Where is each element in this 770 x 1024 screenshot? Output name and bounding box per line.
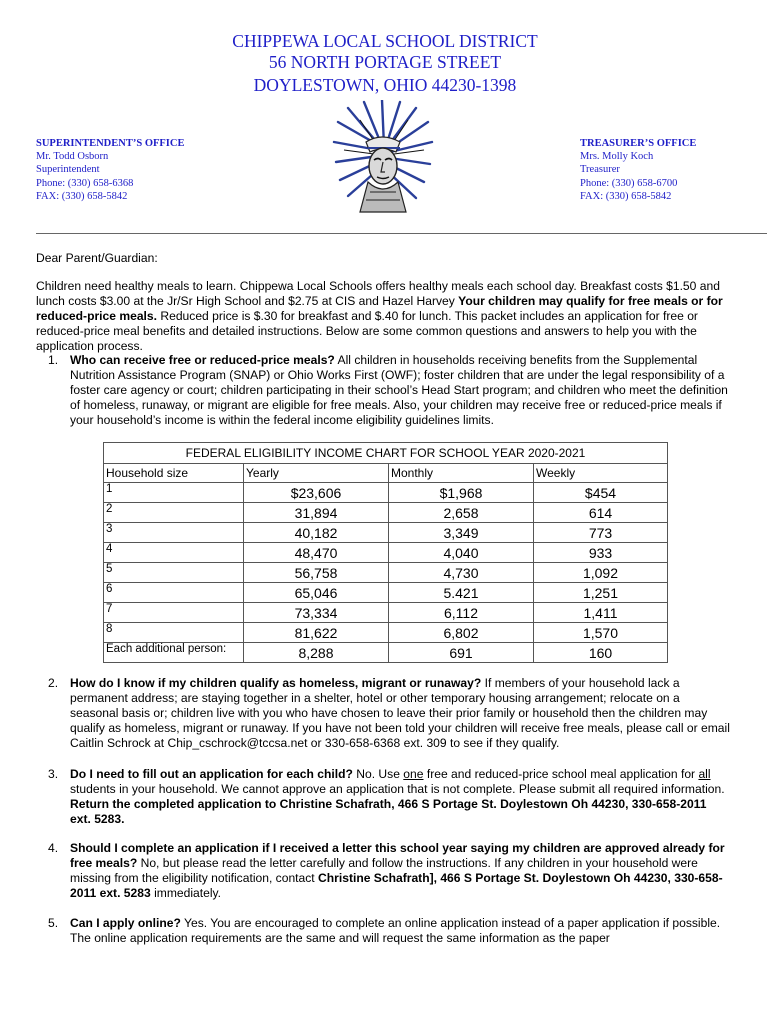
- yearly-cell: 8,288: [244, 643, 389, 663]
- table-row: [104, 603, 668, 623]
- superintendent-office: [36, 137, 184, 203]
- weekly-cell: 773: [534, 523, 668, 543]
- household-size-cell: 7: [104, 603, 244, 623]
- question-3-answer-2: free and reduced-price school meal application for: [423, 767, 699, 781]
- question-4-number: 4.: [48, 841, 59, 855]
- district-city: DOYLESTOWN, OHIO 44230-1398: [253, 75, 517, 95]
- household-size-cell: 4: [104, 543, 244, 563]
- treasurer-role: Treasurer: [580, 164, 620, 176]
- question-4-answer-end: immediately.: [150, 885, 222, 900]
- treasurer-office-title: TREASURER’S OFFICE: [580, 138, 697, 149]
- superintendent-office-title: SUPERINTENDENT’S OFFICE: [36, 138, 185, 149]
- yearly-cell: 48,470: [244, 543, 389, 563]
- table-row: [104, 583, 668, 603]
- yearly-cell: 40,182: [244, 523, 389, 543]
- weekly-cell: 1,411: [534, 603, 668, 623]
- intro-paragraph: [36, 279, 736, 354]
- question-4-answer: No, but please read the letter carefully and follow the instructions. If any children in your household were missing from the eligibility notification, contact: [70, 855, 698, 885]
- question-3-underlined-all: all: [698, 767, 711, 781]
- monthly-cell: 6,802: [389, 623, 534, 643]
- table-row: [104, 543, 668, 563]
- income-table-caption: FEDERAL ELIGIBILITY INCOME CHART FOR SCHOOL YEAR 2020-2021: [104, 443, 668, 464]
- household-size-cell: 1: [104, 483, 244, 503]
- superintendent-fax: FAX: (330) 658-5842: [36, 190, 128, 202]
- intro-text-1: Children need healthy meals to learn. Chippewa Local Schools offers healthy meals each school day. Breakfast costs $1.50 and lunch costs $3.00 at the Jr/Sr High School and $2.75 at CIS and Hazel Harvey: [36, 279, 720, 308]
- weekly-cell: 1,570: [534, 623, 668, 643]
- table-row: [104, 523, 668, 543]
- table-row: [104, 623, 668, 643]
- table-row: [104, 643, 668, 663]
- household-size-cell: 5: [104, 563, 244, 583]
- weekly-cell: 1,092: [534, 563, 668, 583]
- column-header-yearly: Yearly: [244, 464, 389, 483]
- monthly-cell: 2,658: [389, 503, 534, 523]
- household-size-cell: 8: [104, 623, 244, 643]
- question-3-answer-3: students in your household. We cannot approve an application that is not complete. Please submit all required information.: [70, 781, 725, 796]
- question-4-contact: Christine Schafrath], 466 S Portage St. Doylestown Oh 44230, 330-658-2011 ext. 5283: [70, 870, 723, 900]
- question-3-number: 3.: [48, 767, 59, 781]
- question-3-answer-1: No. Use: [352, 767, 404, 781]
- treasurer-office: [580, 137, 696, 203]
- district-street: 56 NORTH PORTAGE STREET: [268, 52, 502, 72]
- yearly-cell: 73,334: [244, 603, 389, 623]
- intro-text-bold: Your children may qualify for free meals or for reduced-price meals.: [36, 293, 723, 323]
- question-3-underlined-one: one: [403, 767, 424, 781]
- question-5-title: Can I apply online?: [70, 916, 181, 930]
- treasurer-fax: FAX: (330) 658-5842: [580, 190, 672, 202]
- school-logo: [330, 100, 435, 220]
- weekly-cell: $454: [534, 483, 668, 503]
- question-5-answer: Yes. You are encouraged to complete an online application instead of a paper application if possible. The online application requirements are the same and will request the same information as the paper: [70, 916, 721, 945]
- treasurer-phone: Phone: (330) 658-6700: [580, 177, 678, 189]
- household-size-cell: 3: [104, 523, 244, 543]
- question-3-return-address: Return the completed application to Christine Schafrath, 466 S Portage St. Doylestown Oh 44230, 330-658-2011 ext. 5283.: [70, 796, 707, 826]
- question-2-answer: If members of your household lack a permanent address; are staying together in a shelter, hotel or other temporary housing arrangement; relocate on a seasonal basis or; children live with you who have chosen to leave their prior family or household then the children may qualify as homeless, migrant or runaway. If you have not been told your children will receive free meals, please call or email Caitlin Schrock at Chip_cschrock@tccsa.net or 330-658-6368 ext. 309 to see if they qualify.: [70, 676, 730, 750]
- monthly-cell: 691: [389, 643, 534, 663]
- weekly-cell: 933: [534, 543, 668, 563]
- question-4-title: Should I complete an application if I received a letter this school year saying my children are approved already for free meals?: [70, 841, 725, 870]
- table-row: [104, 503, 668, 523]
- table-row: [104, 563, 668, 583]
- household-size-cell: 2: [104, 503, 244, 523]
- table-row: [104, 483, 668, 503]
- yearly-cell: $23,606: [244, 483, 389, 503]
- monthly-cell: 5.421: [389, 583, 534, 603]
- yearly-cell: 31,894: [244, 503, 389, 523]
- weekly-cell: 160: [534, 643, 668, 663]
- question-2-title: How do I know if my children qualify as homeless, migrant or runaway?: [70, 676, 482, 690]
- monthly-cell: $1,968: [389, 483, 534, 503]
- question-3-title: Do I need to fill out an application for each child?: [70, 767, 353, 781]
- weekly-cell: 614: [534, 503, 668, 523]
- greeting: Dear Parent/Guardian:: [36, 251, 158, 265]
- column-header-household-size: Household size: [104, 464, 244, 483]
- superintendent-name: Mr. Todd Osborn: [36, 151, 109, 163]
- monthly-cell: 4,730: [389, 563, 534, 583]
- intro-text-2: Reduced price is $.30 for breakfast and $.40 for lunch. This packet includes an application for free or reduced-price meal benefits and detailed instructions. Below are some common questions and answers to help you with the application process.: [36, 308, 698, 353]
- treasurer-name: Mrs. Molly Koch: [580, 151, 654, 163]
- question-1-answer: All children in households receiving benefits from the Supplemental Nutrition Assistance Program (SNAP) or Ohio Works First (OWF); foster children that are under the legal responsibility of a foster care agency or court; children participating in their school’s Head Start program; and children who meet the definition of homeless, runaway, or migrant are eligible for free meals. Also, your children may receive free or reduced-price meals if your household’s income is within the federal income eligibility guidelines limits.: [70, 353, 728, 427]
- monthly-cell: 3,349: [389, 523, 534, 543]
- yearly-cell: 65,046: [244, 583, 389, 603]
- question-1-title: Who can receive free or reduced-price meals?: [70, 353, 335, 367]
- header-divider: [36, 233, 767, 234]
- yearly-cell: 56,758: [244, 563, 389, 583]
- monthly-cell: 6,112: [389, 603, 534, 623]
- household-size-cell: 6: [104, 583, 244, 603]
- district-name: CHIPPEWA LOCAL SCHOOL DISTRICT: [232, 31, 538, 51]
- income-eligibility-table: [103, 442, 668, 663]
- weekly-cell: 1,251: [534, 583, 668, 603]
- question-2-number: 2.: [48, 676, 59, 690]
- yearly-cell: 81,622: [244, 623, 389, 643]
- superintendent-phone: Phone: (330) 658-6368: [36, 177, 134, 189]
- monthly-cell: 4,040: [389, 543, 534, 563]
- column-header-weekly: Weekly: [534, 464, 668, 483]
- question-1-number: 1.: [48, 353, 59, 367]
- column-header-monthly: Monthly: [389, 464, 534, 483]
- household-size-cell: Each additional person:: [104, 643, 244, 663]
- superintendent-role: Superintendent: [36, 164, 100, 176]
- question-5-number: 5.: [48, 916, 59, 930]
